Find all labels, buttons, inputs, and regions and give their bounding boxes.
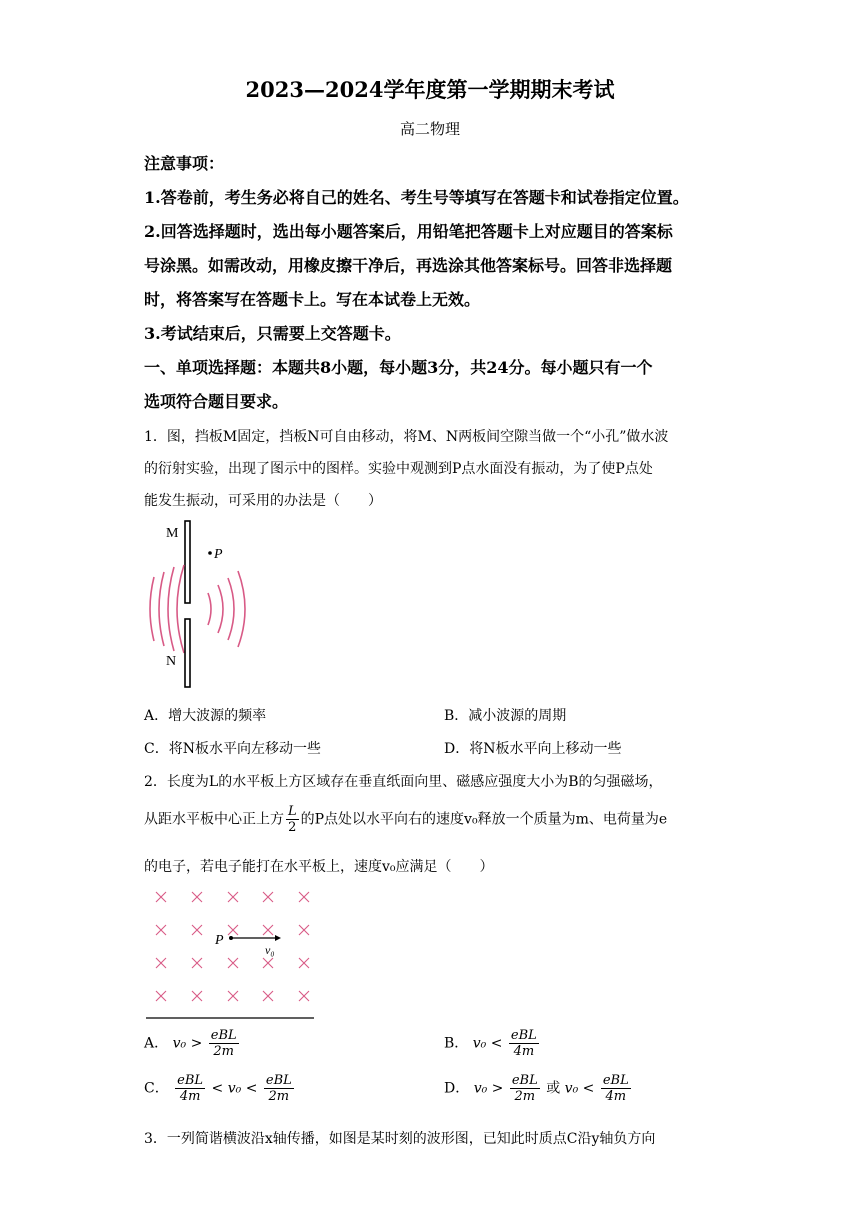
section-1-heading-line-1: 一、单项选择题：本题共8小题，每小题3分，共24分。每小题只有一个 [144,358,653,377]
q2-magnetic-field-figure [144,880,316,1022]
q2-fraction-denominator: 2 [288,820,297,835]
q1-option-d: D．将N板水平向上移动一些 [444,741,622,757]
q1-diffraction-figure [140,515,260,695]
q1-figure-label-m: M [166,526,179,541]
notice-item-2-line-2: 号涂黑。如需改动，用橡皮擦干净后，再选涂其他答案标号。回答非选择题 [144,256,673,275]
q2-option-b-label: B． [444,1035,469,1052]
q1-stem-line-3: 能发生振动，可采用的办法是（ ） [144,493,382,509]
q2-option-d: D． v₀ > $\frac{\text{eBL}}{2m}$ 或 v₀ < $\frac{\text{eBL}}{4m}$ [444,1073,629,1104]
q1-diffracted-waves [208,571,245,647]
q1-point-p-dot [208,551,212,555]
q1-figure-label-n: N [166,654,177,669]
q2-option-c: C． $\frac{\text{eBL}}{4m}$ < v₀ < $\frac{\text{eBL}}{2m}$ [144,1073,292,1104]
q1-incident-waves [150,565,184,653]
q2-stem-line-3: 的电子，若电子能打在水平板上，速度v₀应满足（ ） [144,859,494,875]
notice-item-2-line-1: 2.回答选择题时，选出每小题答案后，用铅笔把答题卡上对应题目的答案标 [144,222,673,241]
q1-plate-m [185,521,190,603]
q2-option-b: B． v₀ < $\frac{\text{eBL}}{4m}$ [444,1028,537,1059]
section-1-heading-line-2: 选项符合题目要求。 [144,392,289,411]
notice-item-2-line-3: 时，将答案写在答题卡上。写在本试卷上无效。 [144,290,481,309]
q2-velocity-arrowhead [275,935,281,941]
q3-stem-line-1: 3．一列简谐横波沿x轴传播，如图是某时刻的波形图，已知此时质点C沿y轴负方向 [144,1131,656,1147]
q2-option-d-label: D． [444,1080,470,1097]
q2-stem-line-2-pre: 从距水平板中心正上方 [144,811,284,828]
q2-stem-line-2-post: 的P点处以水平向右的速度v₀释放一个质量为m、电荷量为e [300,811,668,828]
q2-option-c-label: C． [144,1080,169,1097]
q2-figure-label-p: P [215,933,224,948]
q2-stem-line-2 [144,804,667,835]
notice-heading: 注意事项： [144,154,225,173]
q1-figure-label-p: P [214,547,223,562]
q2-stem-line-1: 2．长度为L的水平板上方区域存在垂直纸面向里、磁感应强度大小为B的匀强磁场， [144,774,663,790]
q1-stem-line-1: 1．图，挡板M固定，挡板N可自由移动，将M、N两板间空隙当做一个“小孔”做水波 [144,429,669,445]
q2-option-a-label: A． [144,1035,169,1052]
notice-item-1: 1.答卷前，考生务必将自己的姓名、考生号等填写在答题卡和试卷指定位置。 [144,188,689,207]
exam-subtitle: 高二物理 [399,120,460,138]
q2-fraction-l-over-2 [286,804,299,835]
q1-option-b: B．减小波源的周期 [444,708,567,724]
exam-title: 2023—2024学年度第一学期期末考试 [245,77,615,102]
q2-field-crosses [156,892,309,1001]
q2-fraction-numerator: L [288,804,297,819]
q2-option-a: A． v₀ > $\frac{\text{eBL}}{2m}$ [144,1028,237,1059]
notice-item-3: 3.考试结束后，只需要上交答题卡。 [144,324,401,343]
q1-option-a: A．增大波源的频率 [144,708,267,724]
q1-option-c: C．将N板水平向左移动一些 [144,741,321,757]
q2-figure-label-v0: v₀ [265,943,275,957]
q1-plate-n [185,619,190,687]
q1-stem-line-2: 的衍射实验，出现了图示中的图样。实验中观测到P点水面没有振动，为了使P点处 [144,461,653,477]
